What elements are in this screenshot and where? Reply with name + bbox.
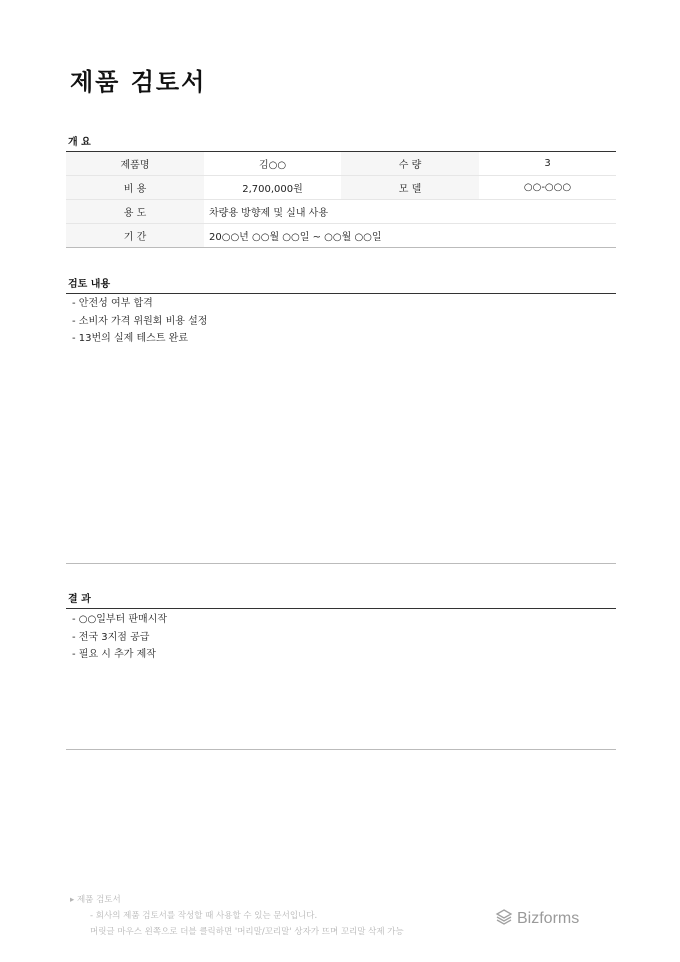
value-usage: 차량용 방향제 및 실내 사용: [204, 200, 616, 224]
review-heading: 검토 내용: [68, 279, 111, 290]
value-period: 20○○년 ○○월 ○○일 ~ ○○월 ○○일: [204, 224, 616, 248]
page-footer: [70, 892, 404, 940]
review-list: [72, 295, 207, 348]
review-bottom-divider: [66, 563, 616, 564]
value-cost: 2,700,000원: [204, 176, 341, 200]
layers-icon: [495, 908, 513, 930]
logo-text: Bizforms: [517, 910, 580, 927]
list-item: - 필요 시 추가 제작: [72, 649, 156, 660]
table-row: [66, 176, 616, 200]
footer-note: 머릿글 마우스 왼쪽으로 더블 클릭하면 '머리말/꼬리말' 상자가 뜨며 꼬리말 삭제 가능: [90, 927, 404, 937]
list-item: - ○○일부터 판매시작: [72, 614, 168, 625]
label-model: 모 델: [341, 176, 479, 200]
footer-description: - 회사의 제품 검토서를 작성할 때 사용할 수 있는 문서입니다.: [90, 911, 318, 921]
review-divider: [66, 293, 616, 294]
list-item: - 13번의 실제 테스트 완료: [72, 333, 188, 344]
value-quantity: 3: [479, 152, 616, 176]
footer-title: ▸ 제품 검토서: [70, 895, 121, 905]
result-bottom-divider: [66, 749, 616, 750]
list-item: - 전국 3지점 공급: [72, 631, 150, 643]
list-item: - 소비자 가격 위원회 비용 설정: [72, 315, 208, 327]
label-period: 기 간: [66, 224, 204, 248]
table-row: [66, 224, 616, 248]
label-product-name: 제품명: [66, 152, 204, 176]
label-quantity: 수 량: [341, 152, 479, 176]
bizforms-logo: [495, 908, 579, 930]
value-model: ○○-○○○: [479, 176, 616, 200]
label-usage: 용 도: [66, 200, 204, 224]
label-cost: 비 용: [66, 176, 204, 200]
value-product-name: 김○○: [204, 152, 341, 176]
result-heading: 결 과: [68, 594, 91, 605]
overview-heading: 개 요: [68, 137, 91, 148]
document-title: 제품 검토서: [70, 68, 207, 96]
list-item: - 안전성 여부 합격: [72, 298, 153, 309]
table-row: [66, 200, 616, 224]
result-list: [72, 611, 167, 664]
table-row: [66, 152, 616, 176]
result-divider: [66, 608, 616, 609]
overview-table: [66, 152, 616, 248]
